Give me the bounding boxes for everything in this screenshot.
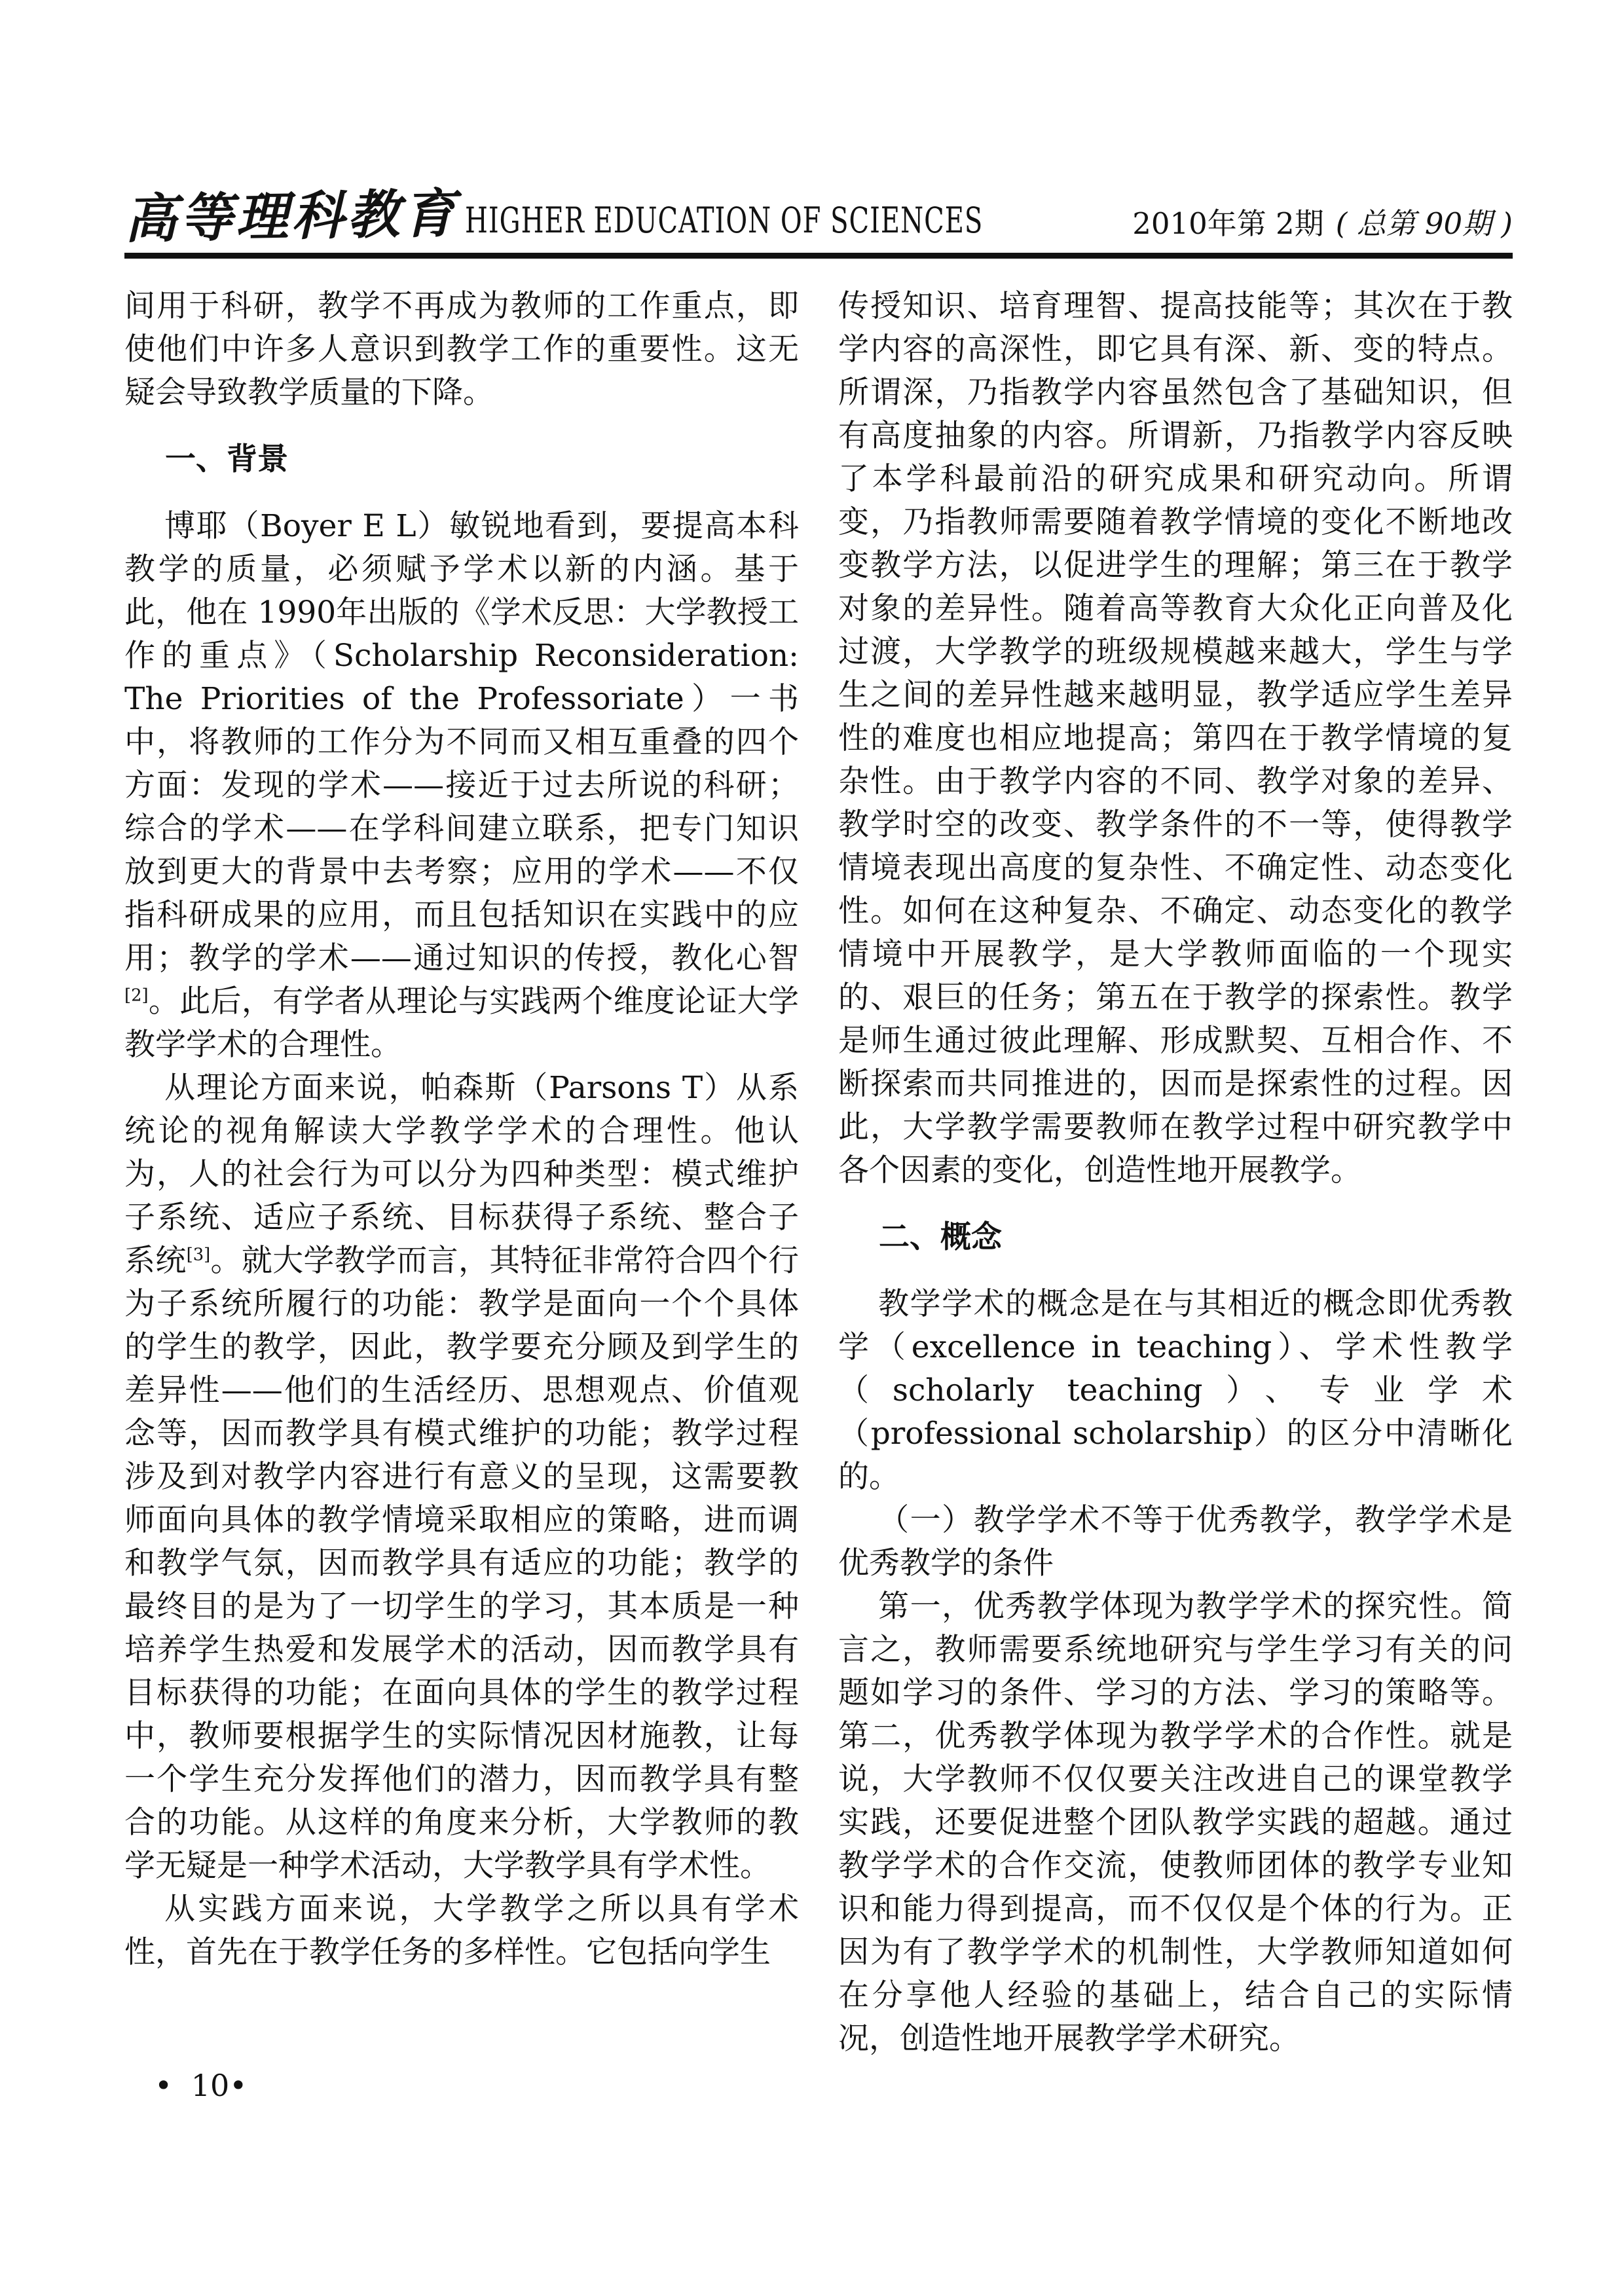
- journal-name-en: HIGHER EDUCATION OF SCIENCES: [465, 200, 984, 242]
- text-run: 传授知识、培育理智、提高技能等；其次在于教学内容的高深性，即它具有深、新、变的特点。所谓深，乃指教学内容虽然包含了基础知识，但有高度抽象的内容。所谓新，乃指教学内容反映了本学科最前沿的研究成果和研究动向。所谓变，乃指教师需要随着教学情境的变化不断地改变教学方法，以促进学生的理解；第三在于教学对象的差异性。随着高等教育大众化正向普及化过渡，大学教学的班级规模越来越大，学生与学生之间的差异性越来越明显，教学适应学生差异性的难度也相应地提高；第四在于教学情境的复杂性。由于教学内容的不同、教学对象的差异、教学时空的改变、教学条件的不一等，使得教学情境表现出高度的复杂性、不确定性、动态变化性。如何在这种复杂、不确定、动态变化的教学情境中开展教学，是大学教师面临的一个现实的、艰巨的任务；第五在于教学的探索性。教学是师生通过彼此理解、形成默契、互相合作、不断探索而共同推进的，因而是探索性的过程。因此，大学教学需要教师在教学过程中研究教学中各个因素的变化，创造性地开展教学。: [838, 288, 1513, 1188]
- text-run: 。就大学教学而言，其特征非常符合四个行为子系统所履行的功能：教学是面向一个个具体的学生的教学，因此，教学要充分顾及到学生的差异性——他们的生活经历、思想观点、价值观念等，因而教学具有模式维护的功能；教学过程涉及到对教学内容进行有意义的呈现，这需要教师面向具体的教学情境采取相应的策略，进而调和教学气氛，因而教学具有适应的功能；教学的最终目的是为了一切学生的学习，其本质是一种培养学生热爱和发展学术的活动，因而教学具有目标获得的功能；在面向具体的学生的教学过程中，教师要根据学生的实际情况因材施教，让每一个学生充分发挥他们的潜力，因而教学具有整合的功能。从这样的角度来分析，大学教师的教学无疑是一种学术活动，大学教学具有学术性。: [124, 1243, 799, 1884]
- text-run: 教学学术的概念是在与其相近的概念即优秀教学（excellence in teaching）、学术性教学（scholarly teaching）、专业学术（professional scholarship）的区分中清晰化的。: [838, 1286, 1513, 1495]
- text-run: 从实践方面来说，大学教学之所以具有学术性，首先在于教学任务的多样性。它包括向学生: [124, 1891, 799, 1970]
- text-run: 从理论方面来说，帕森斯（Parsons T）从系统论的视角解读大学教学学术的合理性。他认为，人的社会行为可以分为四种类型：模式维护子系统、适应子系统、目标获得子系统、整合子系统: [124, 1070, 799, 1279]
- paragraph: [124, 1067, 799, 1888]
- paragraph: [124, 285, 799, 414]
- header-divider: [124, 253, 1513, 259]
- page-number: • 10•: [155, 2068, 248, 2103]
- right-column: [838, 285, 1513, 2061]
- journal-header: [124, 182, 1513, 250]
- journal-masthead: [124, 182, 984, 250]
- issue-total-number: ( 总第 90期 ): [1335, 206, 1513, 241]
- footnote-reference: [2]: [124, 985, 149, 1006]
- paragraph: [124, 1888, 799, 1974]
- left-column: [124, 285, 799, 2061]
- page-content: [124, 182, 1513, 2061]
- paragraph: [838, 1585, 1513, 2061]
- paragraph: [838, 285, 1513, 1192]
- issue-number: 2010年第 2期: [1132, 206, 1324, 241]
- issue-info: [1132, 206, 1513, 242]
- article-body: [124, 285, 1513, 2061]
- text-run: （一）教学学术不等于优秀教学，教学学术是优秀教学的条件: [838, 1502, 1513, 1581]
- text-run: 。此后，有学者从理论与实践两个维度论证大学教学学术的合理性。: [124, 983, 799, 1063]
- text-run: 第一，优秀教学体现为教学学术的探究性。简言之，教师需要系统地研究与学生学习有关的问题如学习的条件、学习的方法、学习的策略等。第二，优秀教学体现为教学学术的合作性。就是说，大学教师不仅仅要关注改进自己的课堂教学实践，还要促进整个团队教学实践的超越。通过教学学术的合作交流，使教师团体的教学专业知识和能力得到提高，而不仅仅是个体的行为。正因为有了教学学术的机制性，大学教师知道如何在分享他人经验的基础上，结合自己的实际情况，创造性地开展教学学术研究。: [838, 1588, 1513, 2057]
- footnote-reference: [3]: [186, 1245, 211, 1265]
- paragraph: [124, 505, 799, 1067]
- journal-logo: 高等理科教育: [124, 182, 459, 250]
- text-run: 博耶（Boyer E L）敏锐地看到，要提高本科教学的质量，必须赋予学术以新的内涵。基于此，他在 1990年出版的《学术反思：大学教授工作的重点》（Scholarship Reconsideration: The Priorities of the Professoriate）一书中，将教师的工作分为不同而又相互重叠的四个方面：发现的学术——接近于过去所说的科研；综合的学术——在学科间建立联系，把专门知识放到更大的背景中去考察；应用的学术——不仅指科研成果的应用，而且包括知识在实践中的应用；教学的学术——通过知识的传授，教化心智: [124, 508, 799, 976]
- section-heading: 一、背景: [165, 441, 288, 477]
- paragraph: [838, 1283, 1513, 1499]
- paragraph: [838, 1499, 1513, 1585]
- section-heading: 二、概念: [879, 1219, 1002, 1255]
- text-run: 间用于科研，教学不再成为教师的工作重点，即使他们中许多人意识到教学工作的重要性。这无疑会导致教学质量的下降。: [124, 288, 799, 411]
